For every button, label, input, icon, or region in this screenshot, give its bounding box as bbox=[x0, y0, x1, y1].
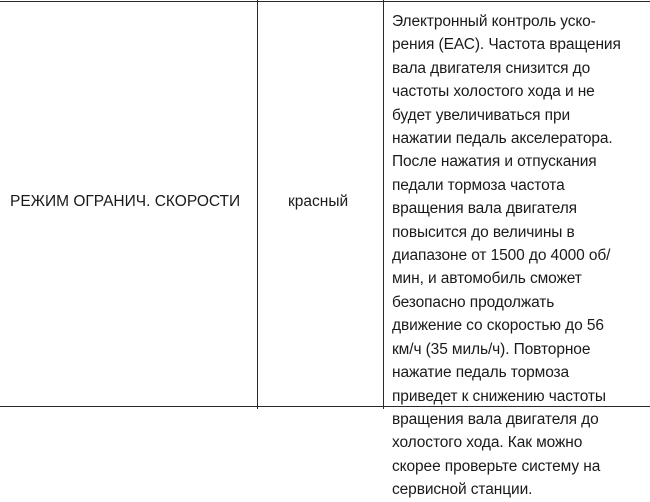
description-line: нажатие педаль тормоза bbox=[392, 364, 570, 382]
table-top-border bbox=[0, 1, 650, 2]
description-line: повысится до величины в bbox=[392, 223, 575, 241]
description-line: нажатии педаль акселератора. bbox=[392, 130, 613, 148]
description-line: безопасно продолжать bbox=[392, 293, 555, 311]
description-line: вала двигателя снизится до bbox=[392, 59, 591, 77]
description-line: частоты холостого хода и не bbox=[392, 83, 595, 101]
description-line: сервисной станции. bbox=[392, 481, 533, 499]
description-line: мин, и автомобиль сможет bbox=[392, 270, 582, 288]
description-line: Электронный контроль ускo- bbox=[392, 13, 596, 30]
column-divider-1 bbox=[257, 0, 258, 409]
color-cell: красный bbox=[288, 193, 349, 210]
description-line: скорее проверьте систему на bbox=[392, 457, 601, 475]
description-line: педали тормоза частота bbox=[392, 176, 565, 194]
description-line: приведет к снижению частоты bbox=[392, 387, 606, 405]
description-line: будет увеличиваться при bbox=[392, 106, 571, 124]
description-line: После нажатия и отпускания bbox=[392, 153, 597, 171]
column-divider-2 bbox=[383, 0, 384, 409]
description-line: вращения вала двигателя bbox=[392, 200, 577, 218]
description-line: холостого хода. Как можно bbox=[392, 434, 583, 452]
description-line: движение со скоростью до 56 bbox=[392, 317, 604, 335]
description-line: диапазоне от 1500 до 4000 об/ bbox=[392, 247, 611, 265]
description-line: км/ч (35 миль/ч). Повторное bbox=[392, 340, 591, 358]
mode-cell: РЕЖИМ ОГРАНИЧ. СКОРОСТИ bbox=[10, 193, 241, 210]
description-cell bbox=[392, 10, 642, 502]
description-line: вращения вала двигателя до bbox=[392, 410, 599, 428]
description-line: рения (ЕАС). Частота вращения bbox=[392, 36, 621, 54]
